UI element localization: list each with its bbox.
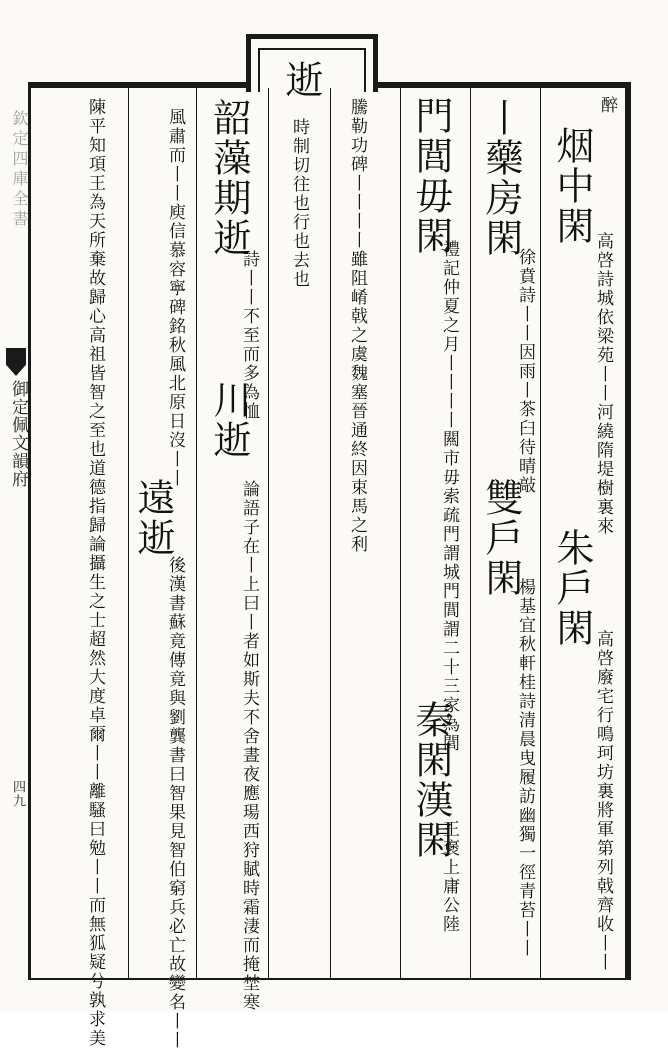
col-entry: 遠逝 bbox=[131, 478, 175, 558]
col-entry: 朱戶閑 bbox=[550, 528, 594, 648]
col-entry: 丨藥房閑 bbox=[479, 98, 523, 258]
col-entry: 雙戶閑 bbox=[479, 478, 523, 598]
heading-char: 逝 bbox=[279, 60, 323, 100]
column-rule bbox=[330, 88, 331, 978]
col-text: 楊基宜秋軒桂詩清晨曳履訪幽獨一徑青苔丨丨 bbox=[515, 578, 535, 958]
col-entry: 秦閑漢閑 bbox=[409, 700, 453, 860]
col-text: 禮記仲夏之月丨丨丨丨闗市毋索疏門謂城門閭謂二十三家為閭 bbox=[439, 240, 459, 753]
col-text: 王褒上庸公陸 bbox=[439, 820, 459, 934]
column-rule bbox=[400, 88, 401, 978]
column-rule bbox=[196, 88, 197, 978]
col-text: 騰勒功碑丨丨丨丨雖阻崤戟之虞魏塞晉通終因束馬之利 bbox=[347, 98, 367, 554]
col-entry: 烟中閑 bbox=[550, 126, 594, 246]
col-text: 時制切往也行也去也 bbox=[289, 118, 309, 289]
col-text: 風肅而丨丨庾信慕容寧碑銘秋風北原日沒丨丨 bbox=[165, 108, 185, 488]
col-entry: 韶藻期逝 bbox=[207, 98, 251, 258]
column-rule bbox=[268, 88, 269, 978]
column-rule bbox=[540, 88, 541, 978]
page-number: 四九 bbox=[10, 780, 25, 808]
col-text: 論語子在丨上曰丨者如斯夫不舍晝夜應瑒西狩賦時霜淒而掩埜寒 bbox=[239, 480, 259, 1012]
col-text: 高啓詩城依梁苑丨丨河繞隋堤樹裏來 bbox=[593, 232, 613, 536]
margin-top-text: 欽定四庫全書 bbox=[10, 110, 29, 230]
col-text: 詩丨丨不至而多為恤 bbox=[239, 250, 259, 421]
margin-book-title: 御定佩文韻府 bbox=[8, 380, 28, 488]
col-entry: 門閭毋閑 bbox=[409, 96, 453, 256]
column-rule bbox=[128, 88, 129, 978]
col-text: 後漢書蘇竟傳竟與劉龔書曰智果見智伯窮兵必亡故變名丨丨 bbox=[165, 556, 185, 1050]
col-text: 高啓廢宅行鳴珂坊裏將軍第列戟齊收丨丨 bbox=[593, 630, 613, 972]
col-entry: 川逝 bbox=[207, 380, 251, 460]
fold-mark-icon bbox=[6, 348, 26, 376]
col-text: 醉 bbox=[597, 96, 617, 115]
col-text: 徐賁詩丨丨因雨丨茶臼待晴敲 bbox=[515, 248, 535, 495]
col-text: 陳平知項王為天所棄故歸心高祖皆智之至也道德指歸論攝生之士超然大度卓爾丨丨離騷曰勉丨丨而無狐疑兮孰求美 bbox=[85, 98, 105, 1048]
column-rule bbox=[470, 88, 471, 978]
